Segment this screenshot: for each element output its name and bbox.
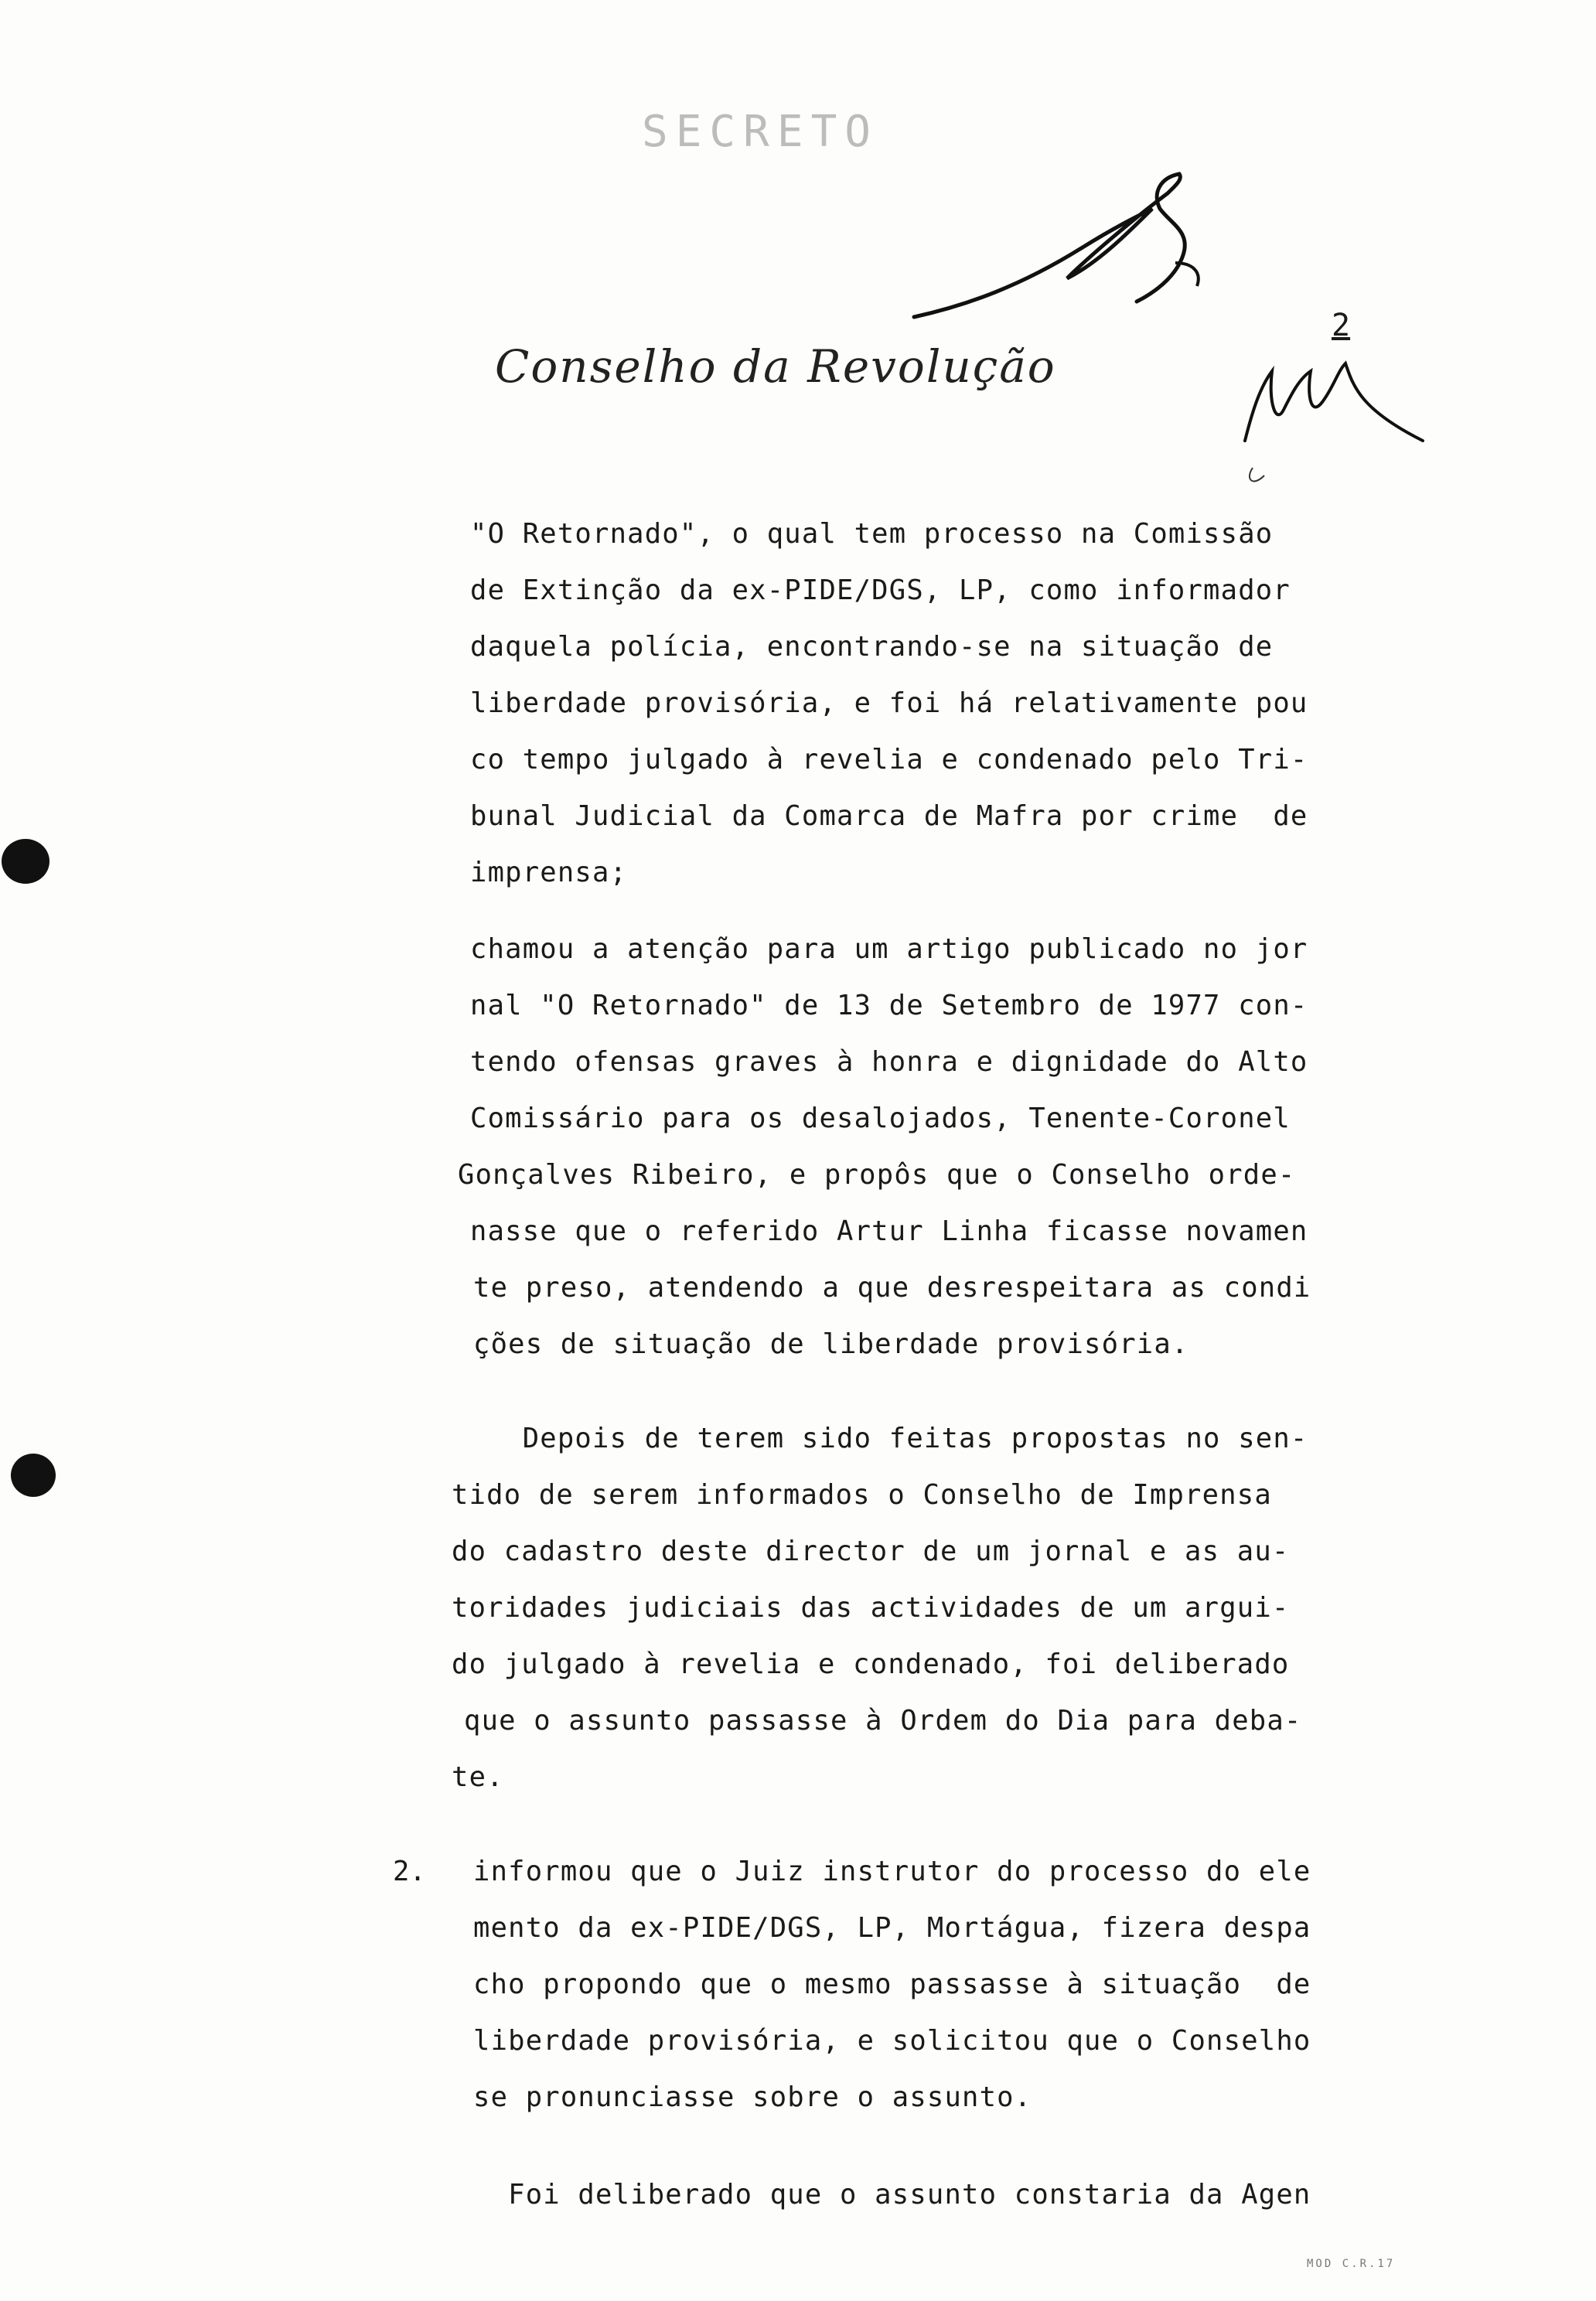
body-line: chamou a atenção para um artigo publicado no jor [470,933,1308,965]
body-line: tido de serem informados o Conselho de Imprensa [452,1479,1272,1511]
body-line: te preso, atendendo a que desrespeitara as condi [473,1272,1311,1304]
body-line: te. [452,1761,504,1793]
body-line: "O Retornado", o qual tem processo na Comissão [470,518,1274,550]
body-line: Foi deliberado que o assunto constaria da Agen [473,2179,1311,2211]
body-line: liberdade provisória, e solicitou que o Conselho [473,2025,1311,2057]
body-line: do cadastro deste director de um jornal e as au- [452,1536,1290,1567]
body-line: que o assunto passasse à Ordem do Dia para deba- [464,1705,1302,1737]
body-line: bunal Judicial da Comarca de Mafra por crime de [470,800,1308,832]
body-line: Gonçalves Ribeiro, e propôs que o Conselho orde- [458,1159,1296,1191]
page-number: 2 [1332,308,1351,343]
body-line: Comissário para os desalojados, Tenente-Coronel [470,1103,1291,1134]
body-line: se pronunciasse sobre o assunto. [473,2081,1032,2113]
body-line: liberdade provisória, e foi há relativamente pou [470,687,1308,719]
signature-icon [905,162,1229,332]
faint-stamp: SECRETO [642,107,879,157]
body-line: nal "O Retornado" de 13 de Setembro de 1977 con- [470,990,1308,1021]
form-code: MOD C.R.17 [1307,2258,1396,2270]
item-number: 2. [393,1856,426,1887]
body-line: daquela polícia, encontrando-se na situação de [470,631,1274,663]
initials-icon [1237,340,1431,495]
hole-punch-icon [2,839,49,884]
body-line: ções de situação de liberdade provisória. [473,1328,1189,1360]
body-line: Depois de terem sido feitas propostas no sen- [470,1423,1308,1454]
body-line: informou que o Juiz instrutor do processo do ele [473,1856,1311,1887]
body-line: de Extinção da ex-PIDE/DGS, LP, como informador [470,574,1291,606]
body-line: co tempo julgado à revelia e condenado pelo Tri- [470,744,1308,776]
body-line: do julgado à revelia e condenado, foi deliberado [452,1648,1290,1680]
body-line: tendo ofensas graves à honra e dignidade do Alto [470,1046,1308,1078]
body-line: cho propondo que o mesmo passasse à situação de [473,1969,1311,2000]
letterhead: Conselho da Revolução [495,340,1056,393]
body-line: nasse que o referido Artur Linha ficasse novamen [470,1215,1308,1247]
body-line: toridades judiciais das actividades de um argui- [452,1592,1290,1624]
hole-punch-icon [11,1454,56,1497]
body-line: mento da ex-PIDE/DGS, LP, Mortágua, fizera despa [473,1912,1311,1944]
body-line: imprensa; [470,857,628,888]
